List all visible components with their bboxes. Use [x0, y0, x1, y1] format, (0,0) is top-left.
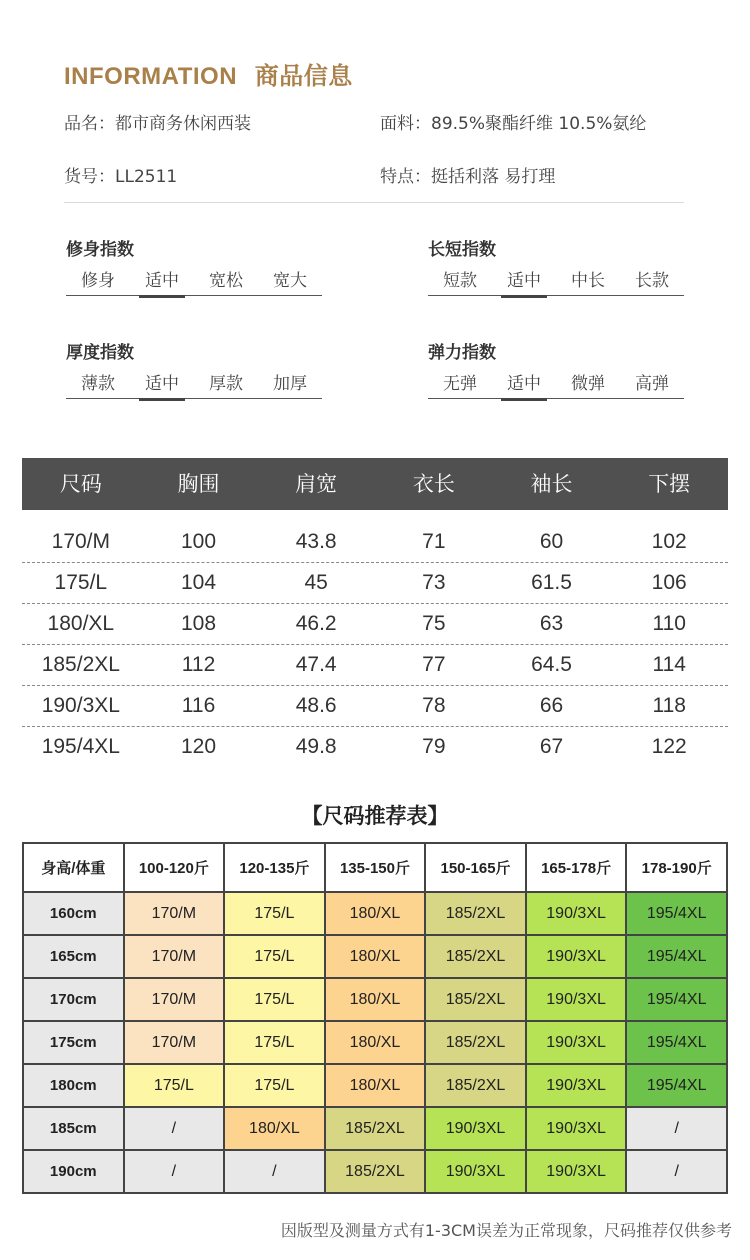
recommend-cell: 175/L — [224, 1021, 325, 1064]
size-row — [22, 727, 728, 768]
size-cell: 190/3XL — [41, 694, 120, 717]
recommend-header-row — [23, 843, 727, 892]
recommend-cell: 185/2XL — [425, 892, 526, 935]
index-option: 中长 — [571, 271, 605, 291]
recommend-cell: 170/M — [124, 978, 225, 1021]
size-cell: 73 — [422, 571, 446, 594]
recommend-cell: 185/2XL — [325, 1150, 426, 1193]
size-cell: 180/XL — [47, 612, 115, 635]
recommend-cell: / — [124, 1107, 225, 1150]
index-option: 薄款 — [81, 374, 115, 394]
index-option: 宽大 — [273, 271, 307, 291]
size-table-header — [22, 458, 728, 510]
recommend-weight-header: 178-190斤 — [626, 843, 727, 892]
size-cell: 100 — [180, 530, 217, 553]
recommend-cell: 180/XL — [224, 1107, 325, 1150]
size-cell: 118 — [652, 694, 686, 717]
recommend-row — [23, 1021, 727, 1064]
recommend-cell: 180/XL — [325, 1064, 426, 1107]
index-title: 长短指数 — [428, 240, 496, 260]
size-table-body — [22, 522, 728, 768]
size-cell: 170/M — [51, 530, 111, 553]
size-col-header: 肩宽 — [295, 472, 338, 496]
recommend-cell: 190/3XL — [526, 1150, 627, 1193]
recommend-weight-header: 100-120斤 — [124, 843, 225, 892]
size-cell: 46.2 — [295, 612, 337, 635]
recommend-cell: 175/L — [224, 892, 325, 935]
size-cell: 106 — [651, 571, 687, 594]
index-option: 高弹 — [635, 374, 669, 394]
index-option-selected: 适中 — [507, 270, 541, 296]
recommend-cell: 190/3XL — [425, 1150, 526, 1193]
size-cell: 104 — [180, 571, 217, 594]
recommend-weight-header: 120-135斤 — [224, 843, 325, 892]
recommend-cell: 175/L — [224, 978, 325, 1021]
index-option: 修身 — [81, 271, 115, 291]
recommend-cell: 175/L — [224, 935, 325, 978]
recommend-weight-header: 150-165斤 — [425, 843, 526, 892]
recommend-cell: 170/M — [124, 892, 225, 935]
recommend-row — [23, 935, 727, 978]
recommend-row — [23, 1064, 727, 1107]
size-cell: 175/L — [54, 571, 108, 594]
recommend-cell: 195/4XL — [626, 1064, 727, 1107]
size-cell: 47.4 — [295, 653, 337, 676]
recommend-cell: / — [224, 1150, 325, 1193]
size-cell: 61.5 — [531, 571, 572, 594]
size-row — [22, 604, 728, 645]
recommend-height: 170cm — [23, 978, 124, 1021]
size-cell: 66 — [539, 694, 564, 717]
size-cell: 48.6 — [295, 694, 337, 717]
index-title: 修身指数 — [66, 240, 134, 260]
recommend-cell: / — [124, 1150, 225, 1193]
size-cell: 77 — [422, 653, 446, 676]
size-cell: 114 — [652, 653, 686, 676]
size-cell: 43.8 — [295, 530, 337, 553]
index-block — [66, 237, 322, 296]
index-option-selected: 适中 — [507, 373, 541, 399]
recommend-cell: 190/3XL — [526, 892, 627, 935]
product-name: 品名：都市商务休闲西装 — [64, 114, 251, 134]
product-fabric: 面料：89.5%聚酯纤维 10.5%氨纶 — [380, 114, 647, 134]
recommend-table — [22, 842, 728, 1194]
index-block — [66, 340, 322, 399]
size-cell: 79 — [422, 735, 446, 758]
recommend-cell: 180/XL — [325, 935, 426, 978]
index-option: 厚款 — [209, 374, 243, 394]
size-cell: 67 — [539, 735, 564, 758]
size-cell: 112 — [181, 653, 216, 676]
size-row — [22, 522, 728, 563]
recommend-cell: 185/2XL — [325, 1107, 426, 1150]
index-option: 短款 — [443, 271, 477, 291]
size-col-header: 下摆 — [648, 472, 691, 496]
section-header — [64, 56, 353, 91]
recommend-height: 185cm — [23, 1107, 124, 1150]
index-title: 弹力指数 — [428, 343, 496, 363]
size-cell: 116 — [181, 694, 216, 717]
recommend-row — [23, 978, 727, 1021]
recommend-title: 【尺码推荐表】 — [301, 804, 449, 828]
size-cell: 185/2XL — [41, 653, 120, 676]
recommend-cell: 190/3XL — [425, 1107, 526, 1150]
recommend-height: 175cm — [23, 1021, 124, 1064]
index-option: 微弹 — [571, 374, 605, 394]
recommend-cell: 190/3XL — [526, 935, 627, 978]
index-option-selected: 适中 — [145, 373, 179, 399]
recommend-cell: 180/XL — [325, 978, 426, 1021]
recommend-cell: 170/M — [124, 935, 225, 978]
size-cell: 120 — [180, 735, 217, 758]
size-cell: 195/4XL — [41, 735, 120, 758]
index-block — [428, 340, 684, 399]
size-row — [22, 686, 728, 727]
size-col-header: 衣长 — [412, 472, 455, 496]
index-block — [428, 237, 684, 296]
size-cell: 63 — [539, 612, 564, 635]
recommend-cell: 185/2XL — [425, 935, 526, 978]
index-options — [66, 373, 322, 399]
recommend-cell: 190/3XL — [526, 1107, 627, 1150]
recommend-cell: 195/4XL — [626, 892, 727, 935]
product-feature: 特点：挺括利落 易打理 — [380, 167, 556, 187]
section-header-zh: 商品信息 — [254, 62, 353, 90]
recommend-height: 190cm — [23, 1150, 124, 1193]
size-col-header: 胸围 — [177, 472, 220, 496]
size-cell: 78 — [422, 694, 446, 717]
index-option: 长款 — [635, 271, 669, 291]
index-option: 加厚 — [273, 374, 307, 394]
recommend-cell: 170/M — [124, 1021, 225, 1064]
info-divider — [64, 202, 684, 203]
size-col-header: 尺码 — [59, 472, 102, 496]
recommend-weight-header: 165-178斤 — [526, 843, 627, 892]
size-row — [22, 563, 728, 604]
size-cell: 108 — [180, 612, 217, 635]
product-code: 货号：LL2511 — [64, 167, 178, 187]
index-options — [428, 270, 684, 296]
size-cell: 102 — [651, 530, 687, 553]
size-cell: 49.8 — [295, 735, 337, 758]
recommend-cell: 195/4XL — [626, 1021, 727, 1064]
size-cell: 45 — [304, 571, 328, 594]
size-cell: 60 — [539, 530, 564, 553]
index-option: 无弹 — [443, 374, 477, 394]
index-title: 厚度指数 — [66, 343, 134, 363]
recommend-cell: 180/XL — [325, 892, 426, 935]
recommend-cell: 190/3XL — [526, 1064, 627, 1107]
recommend-corner: 身高/体重 — [23, 843, 124, 892]
recommend-weight-header: 135-150斤 — [325, 843, 426, 892]
size-cell: 110 — [652, 612, 686, 635]
size-col-header: 袖长 — [530, 472, 573, 496]
recommend-cell: 175/L — [224, 1064, 325, 1107]
footnote: 因版型及测量方式有1-3CM误差为正常现象，尺码推荐仅供参考 — [280, 1221, 732, 1240]
size-cell: 122 — [651, 735, 687, 758]
recommend-cell: 190/3XL — [526, 1021, 627, 1064]
recommend-height: 180cm — [23, 1064, 124, 1107]
recommend-cell: / — [626, 1150, 727, 1193]
recommend-cell: 190/3XL — [526, 978, 627, 1021]
recommend-row — [23, 892, 727, 935]
size-cell: 64.5 — [531, 653, 572, 676]
recommend-cell: 195/4XL — [626, 935, 727, 978]
recommend-row — [23, 1150, 727, 1193]
recommend-height: 160cm — [23, 892, 124, 935]
section-header-en: INFORMATION — [64, 63, 238, 90]
index-options — [428, 373, 684, 399]
recommend-cell: 180/XL — [325, 1021, 426, 1064]
size-cell: 75 — [422, 612, 446, 635]
recommend-cell: 185/2XL — [425, 1021, 526, 1064]
size-row — [22, 645, 728, 686]
recommend-height: 165cm — [23, 935, 124, 978]
recommend-cell: / — [626, 1107, 727, 1150]
recommend-cell: 195/4XL — [626, 978, 727, 1021]
recommend-cell: 175/L — [124, 1064, 225, 1107]
recommend-cell: 185/2XL — [425, 1064, 526, 1107]
recommend-row — [23, 1107, 727, 1150]
recommend-cell: 185/2XL — [425, 978, 526, 1021]
index-options — [66, 270, 322, 296]
index-option: 宽松 — [209, 271, 243, 291]
index-option-selected: 适中 — [145, 270, 179, 296]
size-cell: 71 — [422, 530, 446, 553]
